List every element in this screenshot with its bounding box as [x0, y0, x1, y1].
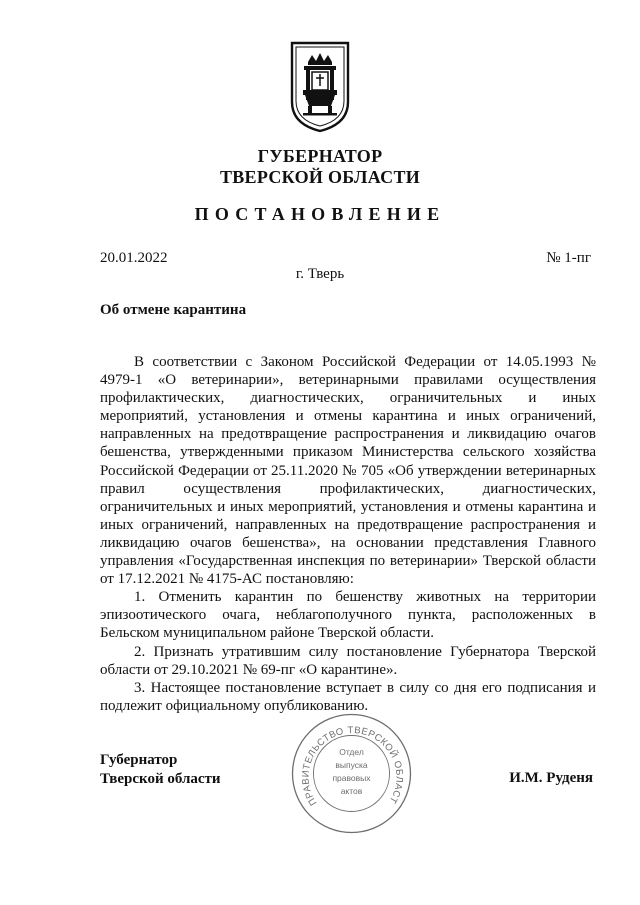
preamble-paragraph: В соответствии с Законом Российской Федерации от 14.05.1993 № 4979-1 «О ветеринарии», ветеринарными правилами осуществления профилактических, диагностических, ограничительных и иных мероприятий, установления и отмены карантина и иных ограничений, направленных на предотвращение распространения и ликвидацию очагов бешенства, утвержденными приказом Министерства сельского хозяйства Российской Федерации от 25.11.2020 № 705 «Об утверждении ветеринарных правил осуществления профилактических, диагностических, ограничительных и иных мероприятий, установления и отмены карантина и иных ограничений, направленных на предотвращение распространения и ликвидацию очагов бешенства», на основании представления Главного управления «Государственная инспекция по ветеринарии» Тверской области от 17.12.2021 № 4175-АС постановляю: — [100, 354, 596, 588]
document-number: № 1-пг — [546, 250, 591, 266]
document-date: 20.01.2022 — [100, 250, 168, 266]
coat-of-arms-icon — [289, 40, 351, 134]
document-body — [100, 353, 596, 715]
stamp-line-3: правовых — [332, 773, 371, 783]
stamp-ring-text: ПРАВИТЕЛЬСТВО ТВЕРСКОЙ ОБЛАСТ — [300, 724, 405, 808]
document-type: ПОСТАНОВЛЕНИЕ — [194, 204, 446, 224]
signatory-title-line-1: Губернатор — [100, 752, 178, 768]
signatory-name: И.М. Руденя — [509, 770, 593, 786]
stamp-line-2: выпуска — [335, 760, 368, 770]
organization-line-1: ГУБЕРНАТОР — [257, 146, 383, 166]
stamp-line-1: Отдел — [339, 747, 364, 757]
organization-line-2: ТВЕРСКОЙ ОБЛАСТИ — [219, 167, 421, 187]
item-1-paragraph: 1. Отменить карантин по бешенству животных на территории эпизоотического очага, неблагополучного пункта, расположенных в Бельском муниципальном районе Тверской области. — [100, 589, 596, 642]
signatory-title-line-2: Тверской области — [100, 771, 221, 787]
item-2-paragraph: 2. Признать утратившим силу постановление Губернатора Тверской области от 29.10.2021 № 69-пг «О карантине». — [100, 643, 596, 678]
official-stamp — [289, 711, 414, 836]
document-subject: Об отмене карантина — [100, 302, 247, 318]
stamp-line-4: актов — [340, 786, 363, 796]
document-city: г. Тверь — [295, 266, 345, 282]
item-3-paragraph: 3. Настоящее постановление вступает в силу со дня его подписания и подлежит официальному опубликованию. — [100, 679, 596, 714]
signatory-title — [100, 751, 221, 789]
